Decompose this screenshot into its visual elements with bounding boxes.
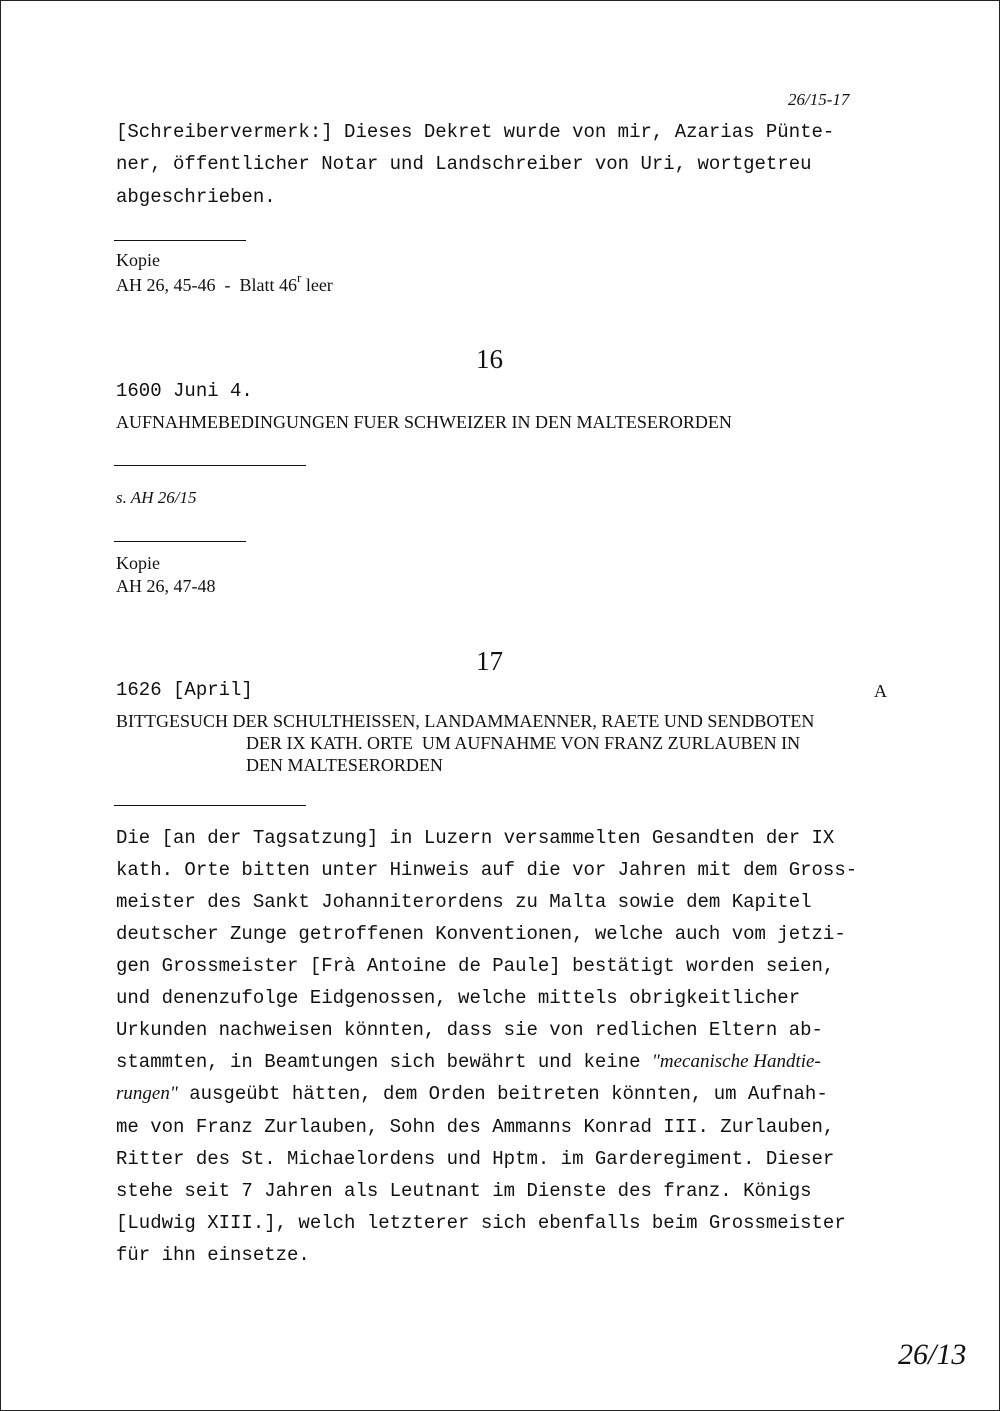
text-line: Urkunden nachweisen könnten, dass sie von redlichen Eltern ab-: [116, 1019, 823, 1041]
text-line: gen Grossmeister [Frà Antoine de Paule] bestätigt worden seien,: [116, 955, 835, 977]
document-number: 16: [476, 344, 503, 374]
divider: [114, 240, 246, 241]
source-reference: AH 26, 45-46 - Blatt 46$^r$ leer: [116, 270, 333, 295]
document-title: AUFNAHMEBEDINGUNGEN FUER SCHWEIZER IN DEN MALTESERORDEN: [116, 412, 732, 432]
document-date: 1626 [April]: [116, 679, 253, 701]
text-line: meister des Sankt Johanniterordens zu Malta sowie dem Kapitel: [116, 891, 812, 913]
text-line: stehe seit 7 Jahren als Leutnant im Dienste des franz. Königs: [116, 1180, 812, 1202]
divider: [114, 541, 246, 542]
text-line: me von Franz Zurlauben, Sohn des Ammanns Konrad III. Zurlauben,: [116, 1116, 835, 1138]
text-line: kath. Orte bitten unter Hinweis auf die vor Jahren mit dem Gross-: [116, 859, 858, 881]
source-type: Kopie: [116, 553, 160, 573]
document-date: 1600 Juni 4.: [116, 380, 253, 402]
text-line: Die [an der Tagsatzung] in Luzern versammelten Gesandten der IX: [116, 827, 835, 849]
text-line: [Schreibervermerk:] Dieses Dekret wurde von mir, Azarias Pünte-: [116, 121, 835, 143]
quoted-term: "mecanische Handtie-: [651, 1051, 821, 1072]
archive-reference: 26/15-17: [788, 90, 850, 109]
text-line: deutscher Zunge getroffenen Konventionen, welche auch vom jetzi-: [116, 923, 846, 945]
document-title-line: BITTGESUCH DER SCHULTHEISSEN, LANDAMMAENNER, RAETE UND SENDBOTEN: [116, 711, 815, 731]
text-line: rungen" ausgeübt hätten, dem Orden beitreten könnten, um Aufnah-: [116, 1083, 828, 1105]
text-line: [Ludwig XIII.], welch letzterer sich ebenfalls beim Grossmeister: [116, 1212, 846, 1234]
handwritten-page-mark: 26/13: [898, 1338, 967, 1371]
see-reference: s. AH 26/15: [116, 488, 197, 507]
text-line: und denenzufolge Eidgenossen, welche mittels obrigkeitlicher: [116, 987, 801, 1009]
document-marker: A: [874, 681, 887, 701]
text-line: abgeschrieben.: [116, 186, 276, 208]
text-line: für ihn einsetze.: [116, 1244, 310, 1266]
source-reference: AH 26, 47-48: [116, 576, 216, 596]
text-line: ner, öffentlicher Notar und Landschreiber von Uri, wortgetreu: [116, 153, 812, 175]
source-type: Kopie: [116, 250, 160, 270]
divider: [114, 465, 306, 466]
text-line: stammten, in Beamtungen sich bewährt und keine "mecanische Handtie-: [116, 1051, 821, 1073]
document-title-line: DEN MALTESERORDEN: [246, 755, 443, 775]
divider: [114, 805, 306, 806]
document-number: 17: [476, 646, 503, 676]
document-title-line: DER IX KATH. ORTE UM AUFNAHME VON FRANZ ZURLAUBEN IN: [246, 733, 801, 753]
quoted-term: rungen": [116, 1083, 178, 1104]
text-line: Ritter des St. Michaelordens und Hptm. im Garderegiment. Dieser: [116, 1148, 835, 1170]
